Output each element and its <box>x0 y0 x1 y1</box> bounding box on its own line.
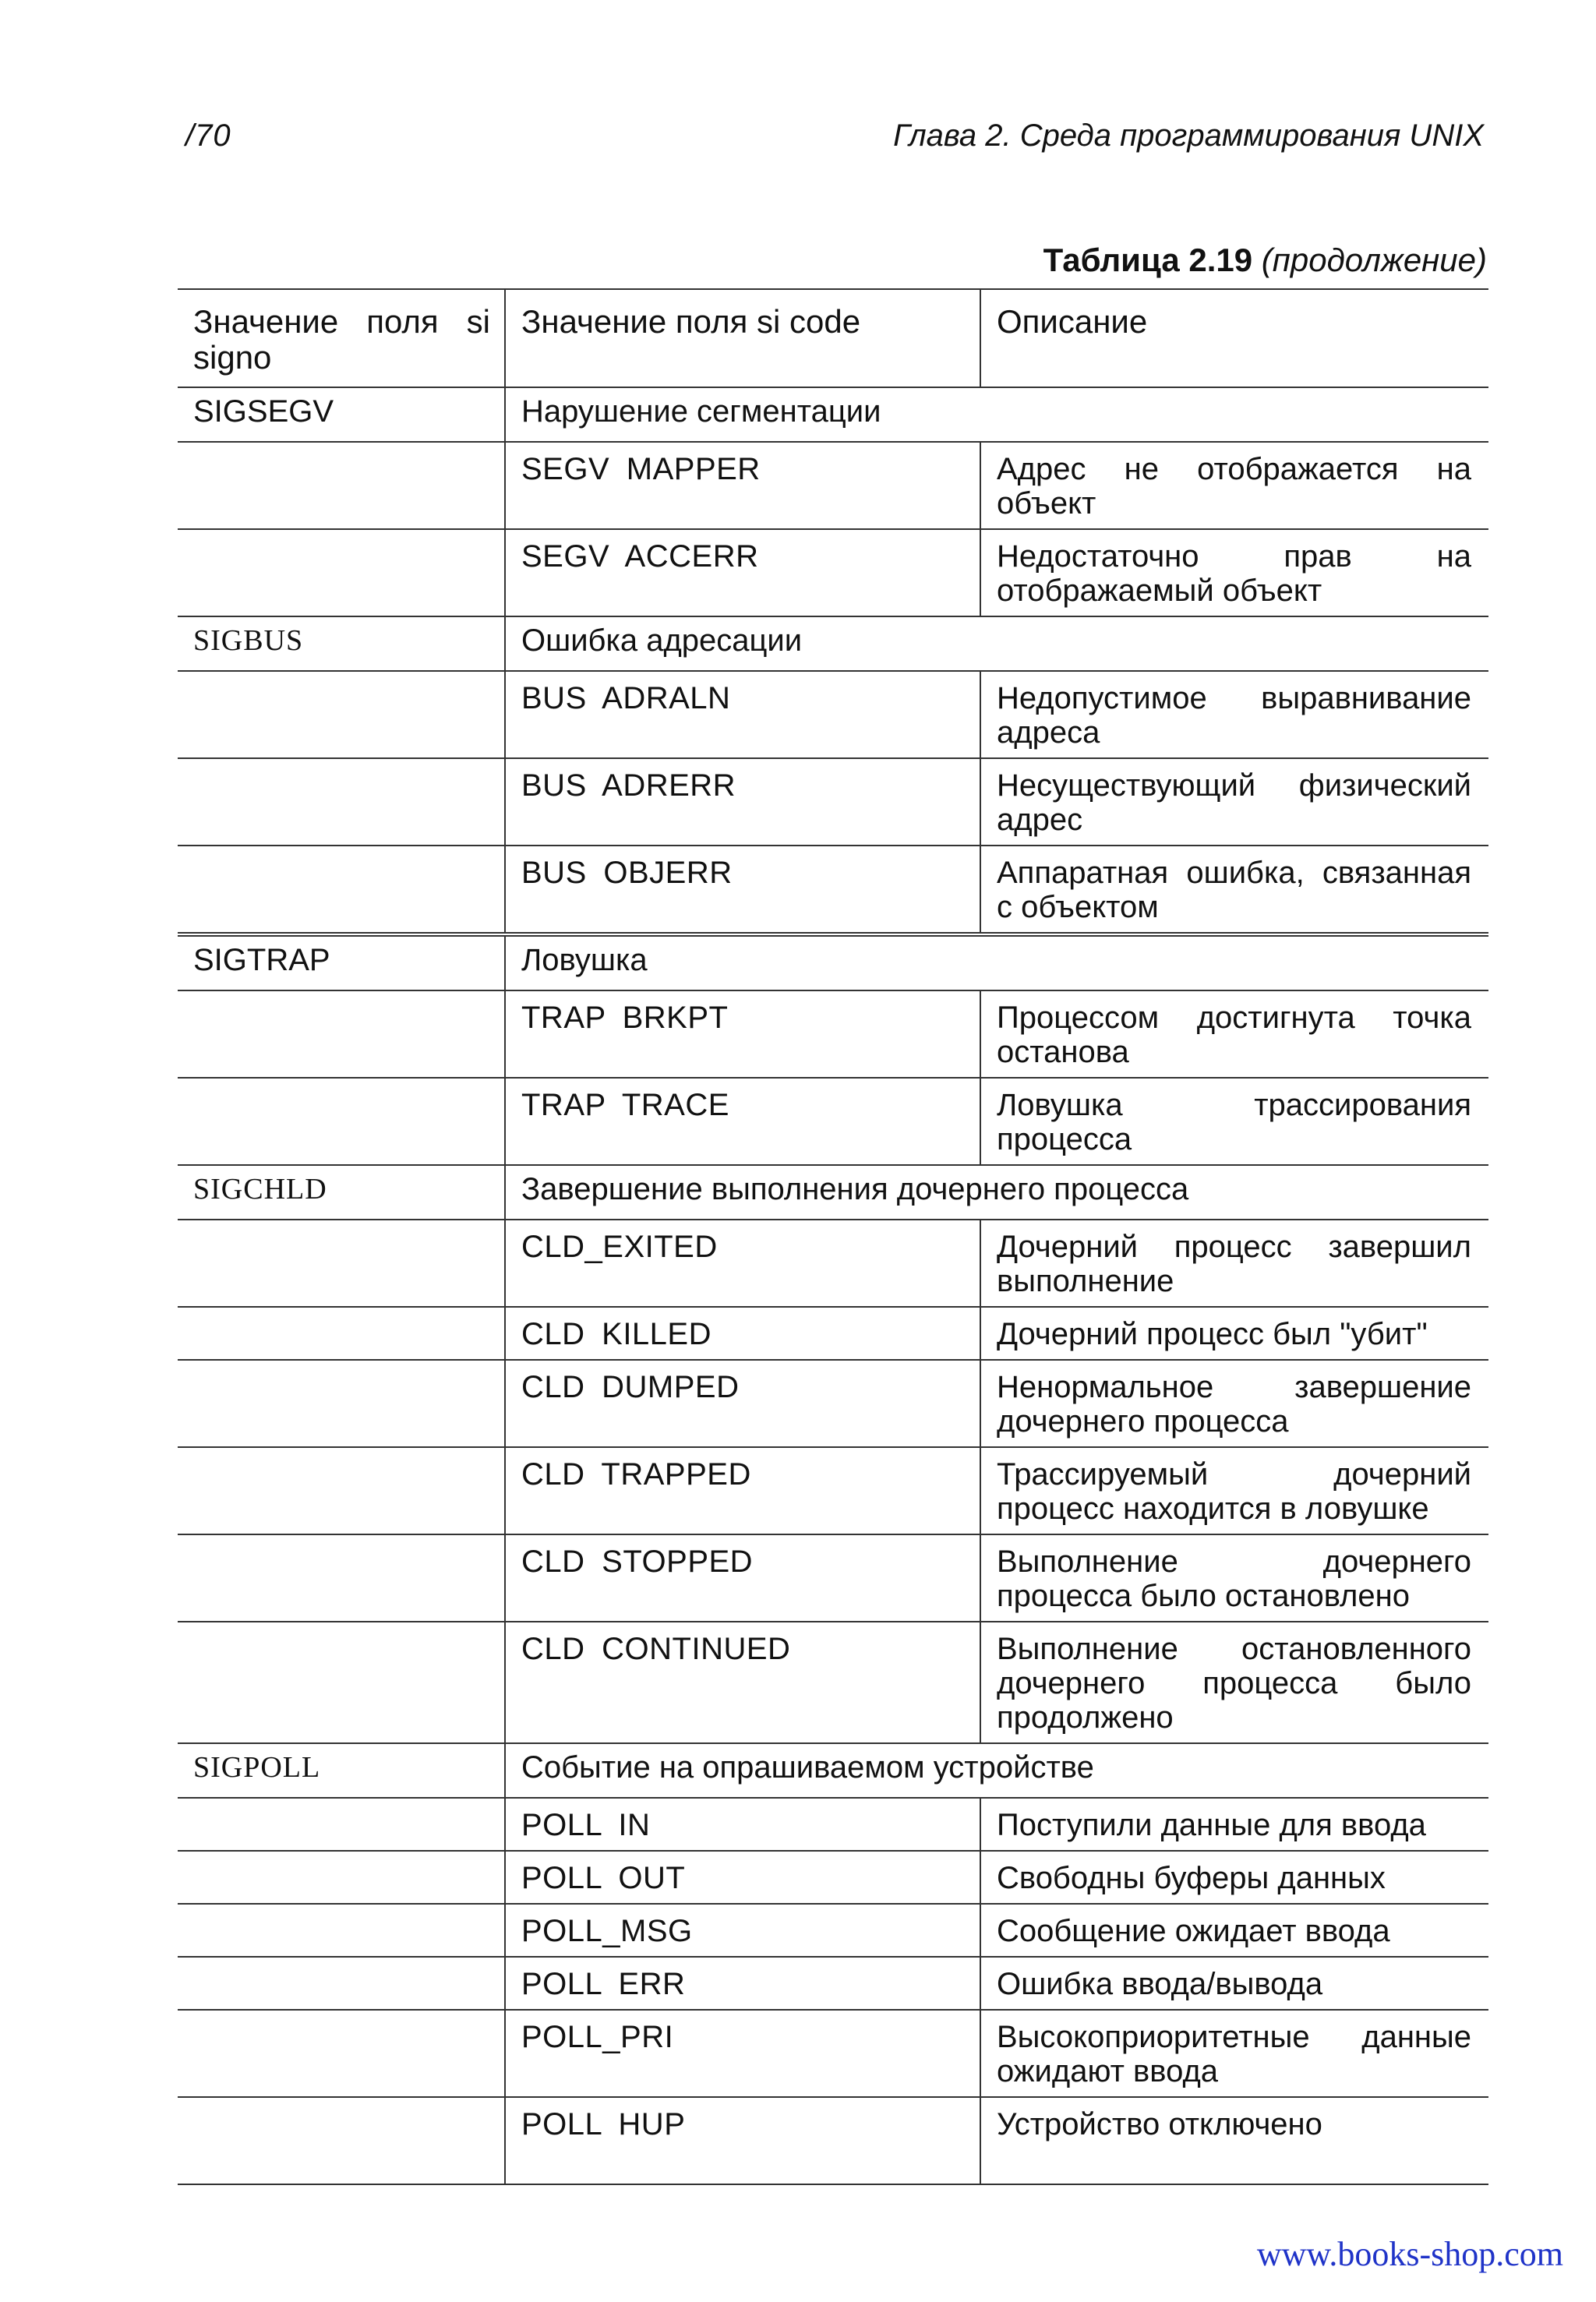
signal-group-row <box>178 934 1488 990</box>
code-row <box>178 1622 1488 1743</box>
code-name: BUS OBJERR <box>505 846 980 934</box>
code-name: CLD TRAPPED <box>505 1447 980 1534</box>
empty-cell <box>178 1534 505 1622</box>
empty-cell <box>178 2097 505 2184</box>
code-description: Дочерний процесс был "убит" <box>980 1307 1488 1360</box>
code-row <box>178 758 1488 846</box>
signal-codes-table <box>178 288 1488 2185</box>
table-caption-note: (продолжение) <box>1261 242 1487 278</box>
signal-name: SIGBUS <box>178 616 505 671</box>
signal-description: Нарушение сегментации <box>505 387 1488 442</box>
code-description: Устройство отключено <box>980 2097 1488 2184</box>
table-caption <box>1043 242 1487 279</box>
empty-cell <box>178 2010 505 2097</box>
code-name: POLL HUP <box>505 2097 980 2184</box>
empty-cell <box>178 1851 505 1904</box>
code-description: Несуществующий физический адрес <box>980 758 1488 846</box>
signal-description: Событие на опрашиваемом устройстве <box>505 1743 1488 1798</box>
code-row <box>178 1360 1488 1447</box>
signal-description: Ловушка <box>505 934 1488 990</box>
code-description: Адрес не отображается на объект <box>980 442 1488 529</box>
footer-link[interactable]: www.books-shop.com <box>1256 2235 1563 2273</box>
code-row <box>178 1904 1488 1957</box>
empty-cell <box>178 1360 505 1447</box>
empty-cell <box>178 846 505 934</box>
code-description: Сообщение ожидает ввода <box>980 1904 1488 1957</box>
code-name: CLD DUMPED <box>505 1360 980 1447</box>
code-row <box>178 2097 1488 2184</box>
code-description: Выполнение остановленного дочернего процесса было продолжено <box>980 1622 1488 1743</box>
code-name: CLD KILLED <box>505 1307 980 1360</box>
code-description: Выполнение дочернего процесса было остановлено <box>980 1534 1488 1622</box>
code-description: Ловушка трассирования процесса <box>980 1078 1488 1165</box>
table-header-row <box>178 289 1488 387</box>
signal-name: SIGPOLL <box>178 1743 505 1798</box>
code-description: Недостаточно прав на отображаемый объект <box>980 529 1488 616</box>
code-description: Свободны буферы данных <box>980 1851 1488 1904</box>
table-caption-title: Таблица 2.19 <box>1043 242 1253 278</box>
code-description: Аппаратная ошибка, связанная с объектом <box>980 846 1488 934</box>
signal-description: Ошибка адресации <box>505 616 1488 671</box>
code-name: SEGV ACCERR <box>505 529 980 616</box>
code-description: Процессом достигнута точка останова <box>980 990 1488 1078</box>
empty-cell <box>178 529 505 616</box>
empty-cell <box>178 1622 505 1743</box>
code-description: Недопустимое выравнивание адреса <box>980 671 1488 758</box>
code-row <box>178 1078 1488 1165</box>
code-name: POLL IN <box>505 1798 980 1851</box>
code-name: CLD CONTINUED <box>505 1622 980 1743</box>
code-row <box>178 990 1488 1078</box>
signal-description: Завершение выполнения дочернего процесса <box>505 1165 1488 1220</box>
code-name: BUS ADRALN <box>505 671 980 758</box>
code-row <box>178 671 1488 758</box>
signal-group-row <box>178 1743 1488 1798</box>
code-row <box>178 1957 1488 2010</box>
empty-cell <box>178 1957 505 2010</box>
signal-group-row <box>178 616 1488 671</box>
signal-name: SIGCHLD <box>178 1165 505 1220</box>
empty-cell <box>178 1447 505 1534</box>
code-name: TRAP BRKPT <box>505 990 980 1078</box>
code-description: Высокоприоритетные данные ожидают ввода <box>980 2010 1488 2097</box>
code-name: POLL ERR <box>505 1957 980 2010</box>
code-description: Ненормальное завершение дочернего процесса <box>980 1360 1488 1447</box>
code-name: POLL_PRI <box>505 2010 980 2097</box>
code-name: CLD_EXITED <box>505 1220 980 1307</box>
empty-cell <box>178 990 505 1078</box>
code-description: Трассируемый дочерний процесс находится в ловушке <box>980 1447 1488 1534</box>
code-row <box>178 2010 1488 2097</box>
code-row <box>178 1307 1488 1360</box>
code-row <box>178 1851 1488 1904</box>
code-name: SEGV MAPPER <box>505 442 980 529</box>
code-name: TRAP TRACE <box>505 1078 980 1165</box>
empty-cell <box>178 671 505 758</box>
empty-cell <box>178 1798 505 1851</box>
header-si-signo: Значение поля si signo <box>178 289 505 387</box>
code-description: Поступили данные для ввода <box>980 1798 1488 1851</box>
empty-cell <box>178 758 505 846</box>
empty-cell <box>178 1904 505 1957</box>
empty-cell <box>178 442 505 529</box>
running-head: Глава 2. Среда программирования UNIX <box>893 118 1484 153</box>
empty-cell <box>178 1078 505 1165</box>
page-number: /70 <box>185 118 231 153</box>
code-name: BUS ADRERR <box>505 758 980 846</box>
code-description: Ошибка ввода/вывода <box>980 1957 1488 2010</box>
code-description: Дочерний процесс завершил выполнение <box>980 1220 1488 1307</box>
code-row <box>178 1798 1488 1851</box>
header-si-code: Значение поля si code <box>505 289 980 387</box>
empty-cell <box>178 1307 505 1360</box>
code-row <box>178 846 1488 934</box>
code-row <box>178 1447 1488 1534</box>
code-row <box>178 442 1488 529</box>
code-row <box>178 529 1488 616</box>
code-name: POLL_MSG <box>505 1904 980 1957</box>
code-row <box>178 1534 1488 1622</box>
empty-cell <box>178 1220 505 1307</box>
signal-group-row <box>178 1165 1488 1220</box>
code-name: POLL OUT <box>505 1851 980 1904</box>
code-row <box>178 1220 1488 1307</box>
signal-group-row <box>178 387 1488 442</box>
code-name: CLD STOPPED <box>505 1534 980 1622</box>
signal-name: SIGTRAP <box>178 934 505 990</box>
header-description: Описание <box>980 289 1488 387</box>
signal-name: SIGSEGV <box>178 387 505 442</box>
